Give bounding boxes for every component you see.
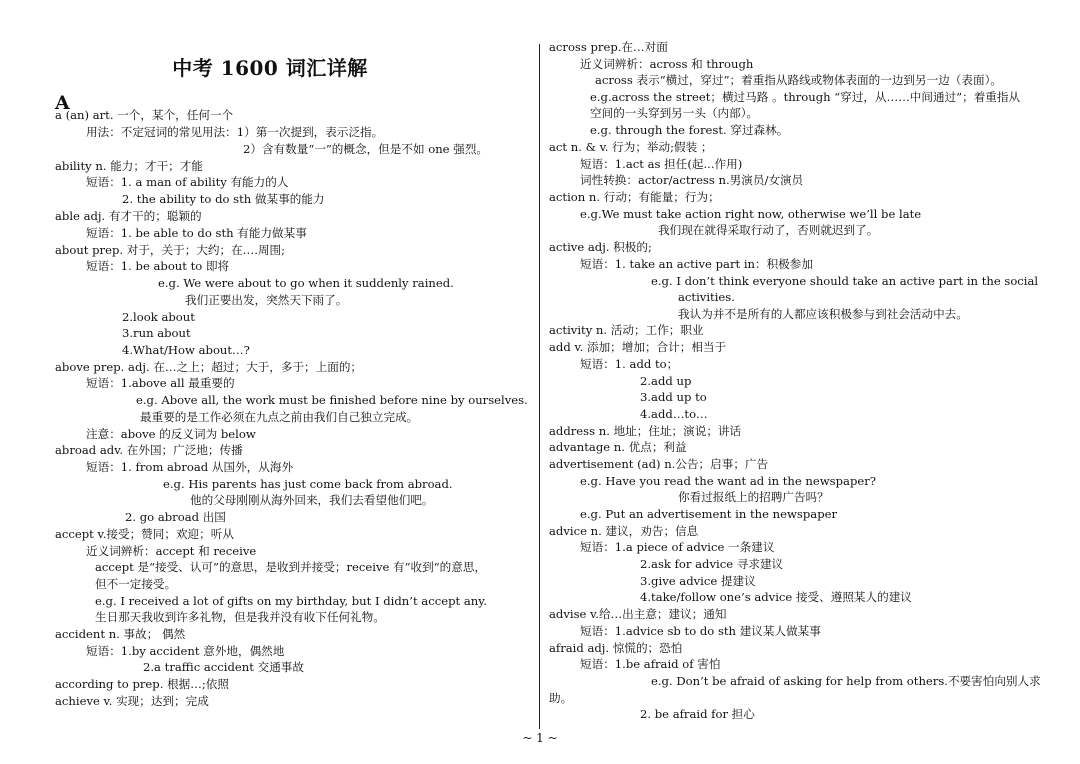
entry-line: 短语：1.above all 最重要的	[86, 376, 235, 390]
entry-line: add v. 添加；增加；合计；相当于	[549, 340, 727, 354]
entry-line: 2）含有数量“一”的概念，但是不如 one 强烈。	[243, 142, 489, 156]
entry-line: e.g. through the forest. 穿过森林。	[590, 123, 789, 137]
entry-line: 短语：1.a piece of advice 一条建议	[580, 540, 775, 554]
entry-line: 4.What/How about…?	[122, 343, 250, 357]
entry-line: 空间的一头穿到另一头（内部）。	[590, 106, 759, 120]
entry-line: according to prep. 根据…;依照	[55, 677, 229, 691]
entry-line: activity n. 活动；工作；职业	[549, 323, 704, 337]
entry-line: 短语：1.advice sb to do sth 建议某人做某事	[580, 624, 821, 638]
entry-line: address n. 地址；住址；演说；讲话	[549, 424, 742, 438]
entry-line: 我们现在就得采取行动了，否则就迟到了。	[658, 223, 879, 237]
entry-line: 短语：1. a man of ability 有能力的人	[86, 175, 289, 189]
entry-line: e.g. Have you read the want ad in the newspaper?	[580, 474, 877, 488]
entry-line: 2.add up	[640, 374, 692, 388]
entry-line: action n. 行动；有能量；行为；	[549, 190, 720, 204]
entry-line: accept 是“接受、认可”的意思，是收到并接受；receive 有”收到“的意思，	[95, 560, 487, 574]
entry-line: 但不一定接受。	[95, 577, 177, 591]
entry-line: 短语：1. be about to 即将	[86, 259, 230, 273]
entry-line: 4.take/follow one’s advice 接受、遵照某人的建议	[640, 590, 912, 604]
entry-line: 短语：1.be afraid of 害怕	[580, 657, 721, 671]
entry-line: 生日那天我收到许多礼物，但是我并没有收下任何礼物。	[95, 610, 385, 624]
entry-line: 短语：1. add to；	[580, 357, 679, 371]
entry-line: 短语：1. be able to do sth 有能力做某事	[86, 226, 307, 240]
entry-line: 你看过报纸上的招聘广告吗？	[678, 490, 829, 504]
entry-line: 助。	[549, 691, 573, 705]
page-number: ~ 1 ~	[522, 731, 558, 745]
entry-line: advantage n. 优点；利益	[549, 440, 687, 454]
entry-line: 3.add up to	[640, 390, 707, 404]
entry-line: abroad adv. 在外国；广泛地；传播	[55, 443, 243, 457]
entry-line: ability n. 能力；才干；才能	[55, 159, 203, 173]
entry-line: 4.add…to…	[640, 407, 708, 421]
entry-line: advise v.给…出主意；建议；通知	[549, 607, 727, 621]
entry-line: 近义词辨析：accept 和 receive	[86, 544, 257, 558]
entry-line: 2. be afraid for 担心	[640, 707, 755, 721]
entry-line: act n. & v. 行为；举动;假装 ；	[549, 140, 713, 154]
entry-line: e.g. Above all, the work must be finished before nine by ourselves.	[136, 393, 528, 407]
entry-line: 3.give advice 提建议	[640, 574, 756, 588]
entry-line: advice n. 建议，劝告；信息	[549, 524, 699, 538]
entry-line: achieve v. 实现；达到；完成	[55, 694, 209, 708]
entry-line: 词性转换：actor/actress n.男演员/女演员	[580, 173, 804, 187]
entry-line: 短语：1.act as 担任(起...作用)	[580, 157, 743, 171]
entry-line: e.g.across the street；横过马路 。through “穿过，从……中间通过”；着重指从	[590, 90, 1021, 104]
entry-line: active adj. 积极的;	[549, 240, 652, 254]
entry-line: 2. the ability to do sth 做某事的能力	[122, 192, 325, 206]
entry-line: afraid adj. 惊慌的；恐怕	[549, 641, 683, 655]
entry-line: 2. go abroad 出国	[125, 510, 226, 524]
entry-line: e.g. We were about to go when it suddenly rained.	[158, 276, 454, 290]
section-letter: A	[55, 92, 70, 114]
entry-line: 他的父母刚刚从海外回来，我们去看望他们吧。	[190, 493, 434, 507]
entry-line: accident n. 事故； 偶然	[55, 627, 186, 641]
entry-line: e.g. Don’t be afraid of asking for help from others.不要害怕向别人求	[651, 674, 1041, 688]
entry-line: 我们正要出发，突然天下雨了。	[185, 293, 348, 307]
entry-line: about prep. 对于，关于；大约；在….周围;	[55, 243, 286, 257]
entry-line: across prep.在…对面	[549, 40, 668, 54]
entry-line: 最重要的是工作必须在九点之前由我们自己独立完成。	[140, 410, 419, 424]
entry-line: above prep. adj. 在…之上；超过；大于，多于；上面的；	[55, 360, 363, 374]
entry-line: e.g. I don’t think everyone should take an active part in the social	[651, 274, 1039, 288]
entry-line: e.g. His parents has just come back from abroad.	[163, 477, 453, 491]
entry-line: 2.ask for advice 寻求建议	[640, 557, 784, 571]
entry-line: 3.run about	[122, 326, 191, 340]
entry-line: 短语：1.by accident 意外地，偶然地	[86, 644, 285, 658]
entry-line: e.g. Put an advertisement in the newspaper	[580, 507, 838, 521]
entry-line: 2.look about	[122, 310, 195, 324]
entry-line: 近义词辨析：across 和 through	[580, 57, 754, 71]
entry-line: able adj. 有才干的；聪颖的	[55, 209, 202, 223]
entry-line: advertisement (ad) n.公告；启事；广告	[549, 457, 769, 471]
entry-line: 2.a traffic accident 交通事故	[143, 660, 304, 674]
entry-line: 注意：above 的反义词为 below	[86, 427, 256, 441]
entry-line: accept v.接受；赞同；欢迎；听从	[55, 527, 234, 541]
entry-line: activities.	[678, 290, 735, 304]
entry-line: across 表示“横过，穿过”；着重指从路线或物体表面的一边到另一边（表面）。	[595, 73, 1002, 87]
entry-line: 短语：1. from abroad 从国外，从海外	[86, 460, 294, 474]
entry-line: 我认为并不是所有的人都应该积极参与到社会活动中去。	[678, 307, 968, 321]
page-title: 中考 1600 词汇详解	[172, 56, 368, 80]
entry-line: 用法：不定冠词的常见用法：1）第一次提到，表示泛指。	[86, 125, 384, 139]
column-divider	[539, 44, 540, 729]
entry-line: 短语：1. take an active part in：积极参加	[580, 257, 813, 271]
entry-line: a (an) art. 一个，某个，任何一个	[55, 108, 234, 122]
entry-line: e.g.We must take action right now, otherwise we’ll be late	[580, 207, 922, 221]
entry-line: e.g. I received a lot of gifts on my birthday, but I didn’t accept any.	[95, 594, 487, 608]
